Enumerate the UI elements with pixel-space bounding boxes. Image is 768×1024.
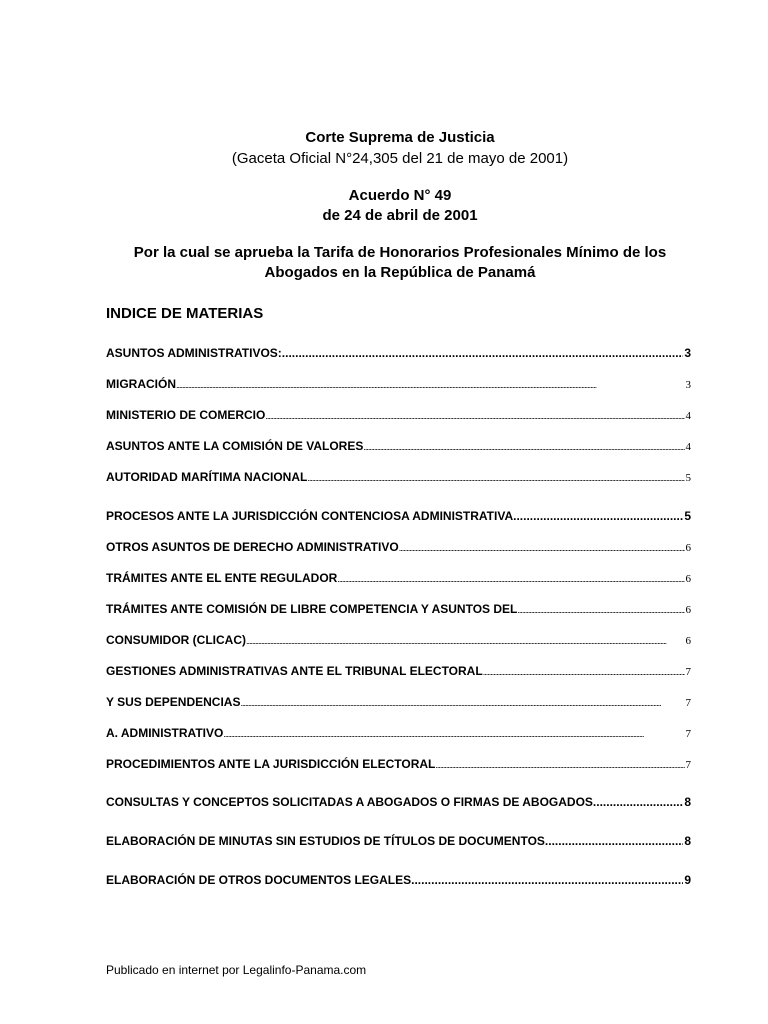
toc-entry-label: MINISTERIO DE COMERCIO bbox=[106, 408, 266, 422]
toc-leader-dots bbox=[363, 442, 684, 452]
toc-entry[interactable] bbox=[106, 633, 691, 647]
toc-entry-label: TRÁMITES ANTE EL ENTE REGULADOR bbox=[106, 571, 338, 585]
toc-entry-label: AUTORIDAD MARÍTIMA NACIONAL bbox=[106, 470, 308, 484]
toc-entry-page: 3 bbox=[685, 379, 691, 391]
toc-entry-label: PROCEDIMIENTOS ANTE LA JURISDICCIÓN ELECTORAL bbox=[106, 757, 436, 771]
toc-entry-page: 7 bbox=[685, 728, 691, 740]
toc-entry-page: 7 bbox=[685, 666, 691, 678]
toc-leader-dots bbox=[593, 795, 683, 809]
toc-entry-label: OTROS ASUNTOS DE DERECHO ADMINISTRATIVO bbox=[106, 540, 399, 554]
toc-entry[interactable] bbox=[106, 834, 691, 848]
agreement-number: Acuerdo N° 49 bbox=[348, 187, 452, 204]
toc-entry-label: CONSUMIDOR (CLICAC) bbox=[106, 633, 246, 647]
toc-entry-label: ASUNTOS ANTE LA COMISIÓN DE VALORES bbox=[106, 439, 364, 453]
toc-leader-dots bbox=[307, 473, 684, 483]
agreement-date: de 24 de abril de 2001 bbox=[322, 207, 478, 224]
toc-entry[interactable] bbox=[106, 602, 691, 616]
subject-line-2: Abogados en la República de Panamá bbox=[264, 264, 536, 281]
toc-entry[interactable] bbox=[106, 509, 691, 523]
toc-entry-label: TRÁMITES ANTE COMISIÓN DE LIBRE COMPETENCIA Y ASUNTOS DEL bbox=[106, 602, 518, 616]
toc-leader-dots bbox=[435, 760, 684, 770]
gazette-reference: (Gaceta Oficial N°24,305 del 21 de mayo de 2001) bbox=[231, 150, 569, 167]
toc-leader-dots bbox=[223, 729, 684, 739]
toc-entry-label: ELABORACIÓN DE OTROS DOCUMENTOS LEGALES bbox=[106, 873, 412, 887]
toc-leader-dots bbox=[240, 698, 684, 708]
toc-entry[interactable] bbox=[106, 571, 691, 585]
toc-entry[interactable] bbox=[106, 377, 691, 391]
toc-entry-label: CONSULTAS Y CONCEPTOS SOLICITADAS A ABOGADOS O FIRMAS DE ABOGADOS bbox=[106, 795, 593, 809]
toc-leader-dots bbox=[337, 574, 684, 584]
toc-entry-label: A. ADMINISTRATIVO bbox=[106, 726, 224, 740]
toc-entry[interactable] bbox=[106, 346, 691, 360]
toc-leader-dots bbox=[483, 667, 685, 677]
toc-entry-page: 6 bbox=[685, 573, 691, 585]
toc-leader-dots bbox=[545, 834, 683, 848]
toc-leader-dots bbox=[411, 873, 683, 887]
toc-leader-dots bbox=[246, 636, 685, 646]
toc-leader-dots bbox=[282, 346, 684, 360]
toc-entry[interactable] bbox=[106, 408, 691, 422]
toc-entry[interactable] bbox=[106, 726, 691, 740]
toc-entry-label: ELABORACIÓN DE MINUTAS SIN ESTUDIOS DE TÍTULOS DE DOCUMENTOS bbox=[106, 834, 545, 848]
toc-entry-page: 7 bbox=[685, 697, 691, 709]
toc-entry-label: PROCESOS ANTE LA JURISDICCIÓN CONTENCIOSA ADMINISTRATIVA bbox=[106, 509, 514, 523]
toc-entry-page: 8 bbox=[684, 834, 691, 848]
toc-entry-page: 9 bbox=[684, 873, 691, 887]
toc-entry[interactable] bbox=[106, 873, 691, 887]
toc-entry-page: 3 bbox=[684, 346, 691, 360]
toc-leader-dots bbox=[265, 411, 684, 421]
toc-entry-label: ASUNTOS ADMINISTRATIVOS: bbox=[106, 346, 282, 360]
toc-entry-label: Y SUS DEPENDENCIAS bbox=[106, 695, 241, 709]
toc-leader-dots bbox=[517, 605, 684, 615]
toc-entry-label: MIGRACIÓN bbox=[106, 377, 176, 391]
index-heading: INDICE DE MATERIAS bbox=[106, 305, 264, 322]
court-name: Corte Suprema de Justicia bbox=[305, 129, 495, 146]
footer-publisher: Publicado en internet por Legalinfo-Panama.com bbox=[106, 963, 367, 977]
document-subject bbox=[0, 243, 768, 283]
toc-leader-dots bbox=[399, 543, 685, 553]
toc-entry-page: 7 bbox=[685, 759, 691, 771]
toc-entry-page: 6 bbox=[685, 635, 691, 647]
toc-entry-page: 4 bbox=[685, 410, 691, 422]
toc-entry-page: 8 bbox=[684, 795, 691, 809]
toc-entry[interactable] bbox=[106, 470, 691, 484]
toc-entry-page: 6 bbox=[685, 604, 691, 616]
toc-entry[interactable] bbox=[106, 439, 691, 453]
toc-entry[interactable] bbox=[106, 757, 691, 771]
toc-entry-label: GESTIONES ADMINISTRATIVAS ANTE EL TRIBUNAL ELECTORAL bbox=[106, 664, 483, 678]
toc-entry[interactable] bbox=[106, 695, 691, 709]
toc-leader-dots bbox=[513, 509, 683, 523]
toc-entry[interactable] bbox=[106, 664, 691, 678]
toc-entry[interactable] bbox=[106, 540, 691, 554]
toc-entry-page: 5 bbox=[684, 509, 691, 523]
toc-leader-dots bbox=[176, 380, 685, 390]
toc-entry[interactable] bbox=[106, 795, 691, 809]
toc-entry-page: 6 bbox=[685, 542, 691, 554]
toc-entry-page: 4 bbox=[685, 441, 691, 453]
subject-line-1: Por la cual se aprueba la Tarifa de Honorarios Profesionales Mínimo de los bbox=[133, 244, 667, 261]
toc-entry-page: 5 bbox=[685, 472, 691, 484]
